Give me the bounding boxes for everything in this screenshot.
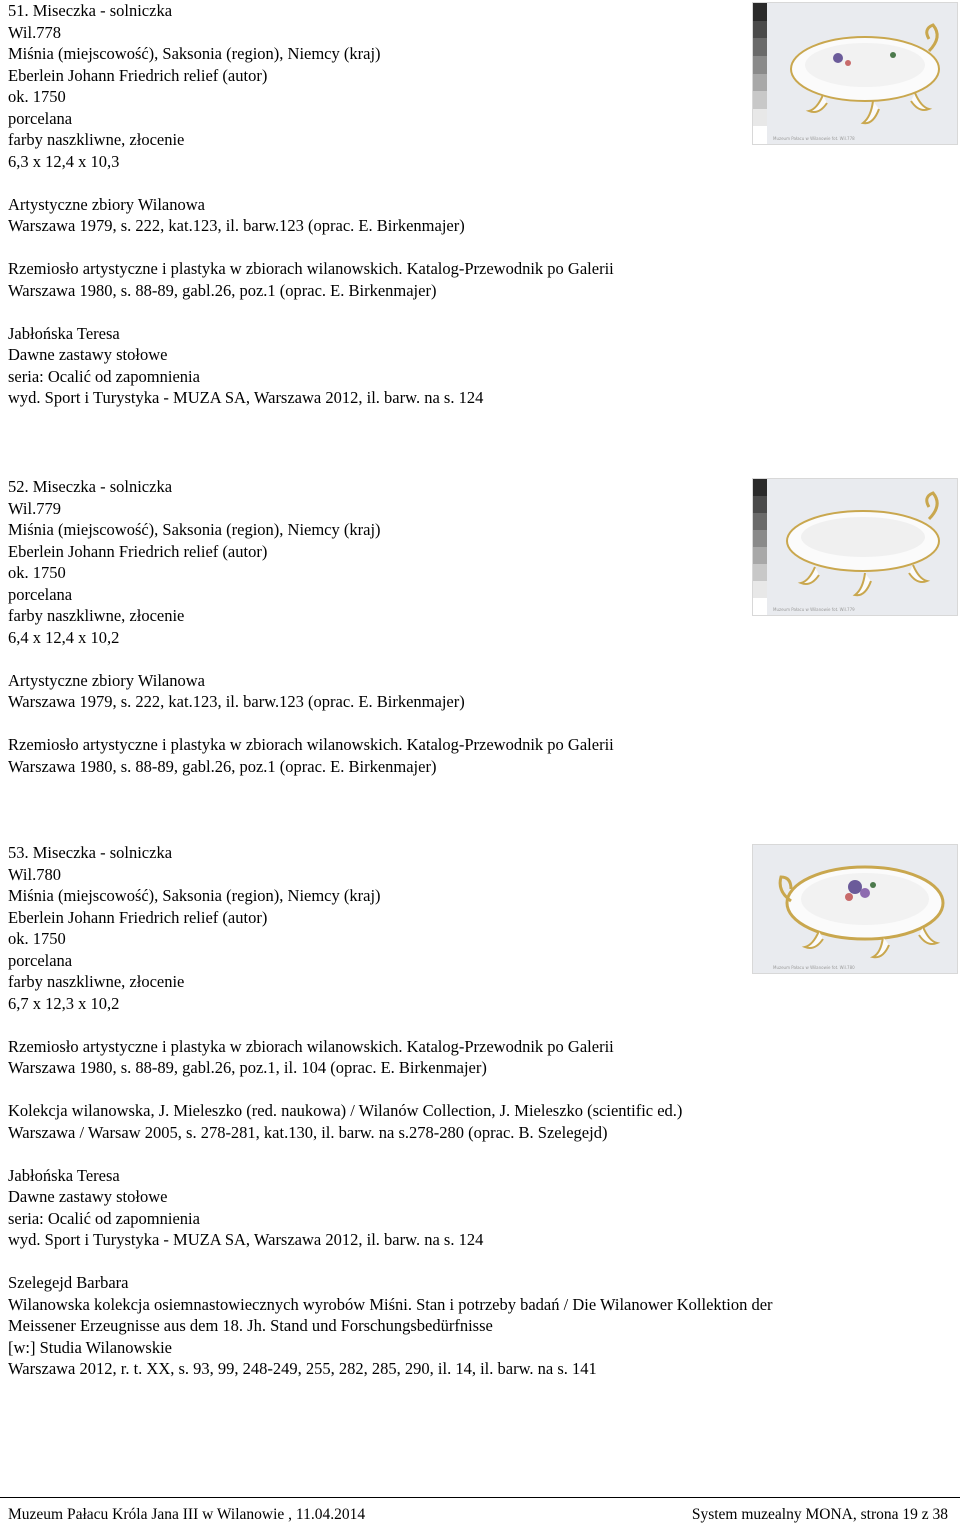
bibliography-line: Dawne zastawy stołowe [8,1187,168,1206]
material: porcelana [8,108,73,128]
bibliography-line: Dawne zastawy stołowe [8,345,168,364]
bibliography-line: [w:] Studia Wilanowskie [8,1337,173,1357]
bibliography-line: Artystyczne zbiory Wilanowa [8,670,205,690]
bibliography-line: Artystyczne zbiory Wilanowa [8,194,205,214]
bibliography-line: Meissener Erzeugnisse aus dem 18. Jh. Stand und Forschungsbedürfnisse [8,1316,493,1335]
photo-caption: Muzeum Pałacu w Wilanowie fot. Wil.778 [773,136,855,141]
bibliography-line: Rzemiosło artystyczne i plastyka w zbiorach wilanowskich. Katalog-Przewodnik po Galerii [8,735,614,754]
photo-caption: Muzeum Pałacu w Wilanowie fot. Wil.779 [773,607,855,612]
bibliography-line: seria: Ocalić od zapomnienia [8,1208,200,1228]
page-footer [0,1497,960,1523]
date: ok. 1750 [8,87,66,106]
footer-page-number: System muzealny MONA, strona 19 z 38 [691,1506,948,1523]
technique: farby naszkliwne, złocenie [8,972,185,991]
place-of-origin: Miśnia (miejscowość), Saksonia (region), Niemcy (kraj) [8,520,381,539]
object-photo-wil779 [752,478,958,616]
photo-caption: Muzeum Pałacu w Wilanowie fot. Wil.780 [773,965,855,970]
author: Eberlein Johann Friedrich relief (autor) [8,65,268,85]
material: porcelana [8,584,73,604]
bibliography-line: Warszawa 1980, s. 88-89, gabl.26, poz.1 (oprac. E. Birkenmajer) [8,280,437,300]
date: ok. 1750 [8,929,66,948]
entry-title: 53. Miseczka - solniczka [8,843,173,862]
object-photo-wil780 [752,844,958,974]
bibliography-line: Warszawa 2012, r. t. XX, s. 93, 99, 248-249, 255, 282, 285, 290, il. 14, il. barw. na s. 141 [8,1359,597,1378]
author: Eberlein Johann Friedrich relief (autor) [8,541,268,561]
material: porcelana [8,950,73,970]
entry-title: 51. Miseczka - solniczka [8,1,173,20]
inventory-number: Wil.778 [8,22,61,42]
author: Eberlein Johann Friedrich relief (autor) [8,907,268,927]
technique: farby naszkliwne, złocenie [8,130,185,149]
place-of-origin: Miśnia (miejscowość), Saksonia (region), Niemcy (kraj) [8,44,381,63]
bibliography-line: wyd. Sport i Turystyka - MUZA SA, Warszawa 2012, il. barw. na s. 124 [8,1230,484,1249]
bibliography-line: Jabłońska Teresa [8,1165,120,1185]
dimensions: 6,3 x 12,4 x 10,3 [8,151,120,171]
date: ok. 1750 [8,563,66,582]
object-photo-wil778 [752,2,958,145]
bibliography-line: Warszawa 1980, s. 88-89, gabl.26, poz.1 (oprac. E. Birkenmajer) [8,756,437,776]
bibliography-line: Warszawa 1979, s. 222, kat.123, il. barw.123 (oprac. E. Birkenmajer) [8,216,465,235]
bibliography-line: Jabłońska Teresa [8,323,120,343]
bibliography-line: Szelegejd Barbara [8,1273,129,1292]
place-of-origin: Miśnia (miejscowość), Saksonia (region), Niemcy (kraj) [8,886,381,905]
bibliography-line: seria: Ocalić od zapomnienia [8,366,200,386]
catalog-entry-52 [8,476,738,777]
inventory-number: Wil.780 [8,864,61,884]
technique: farby naszkliwne, złocenie [8,606,185,625]
bibliography-line: Warszawa / Warsaw 2005, s. 278-281, kat.130, il. barw. na s.278-280 (oprac. B. Szelegejd) [8,1122,608,1142]
catalog-entry-51 [8,0,738,409]
inventory-number: Wil.779 [8,498,61,518]
salt-cellar-dish-image [753,479,958,616]
salt-cellar-dish-image [753,845,958,974]
bibliography-line: wyd. Sport i Turystyka - MUZA SA, Warszawa 2012, il. barw. na s. 124 [8,388,484,407]
dimensions: 6,7 x 12,3 x 10,2 [8,993,120,1013]
dimensions: 6,4 x 12,4 x 10,2 [8,627,120,647]
bibliography-line: Warszawa 1980, s. 88-89, gabl.26, poz.1, il. 104 (oprac. E. Birkenmajer) [8,1058,487,1077]
entry-title: 52. Miseczka - solniczka [8,477,173,496]
bibliography-line: Wilanowska kolekcja osiemnastowiecznych wyrobów Miśni. Stan i potrzeby badań / Die Wilanower Kollektion der [8,1294,773,1314]
footer-museum-date: Muzeum Pałacu Króla Jana III w Wilanowie , 11.04.2014 [8,1506,366,1523]
bibliography-line: Rzemiosło artystyczne i plastyka w zbiorach wilanowskich. Katalog-Przewodnik po Galerii [8,1036,614,1056]
bibliography-line: Rzemiosło artystyczne i plastyka w zbiorach wilanowskich. Katalog-Przewodnik po Galerii [8,259,614,278]
salt-cellar-dish-image [753,3,958,145]
bibliography-line: Kolekcja wilanowska, J. Mieleszko (red. naukowa) / Wilanów Collection, J. Mieleszko (scientific ed.) [8,1101,683,1120]
bibliography-line: Warszawa 1979, s. 222, kat.123, il. barw.123 (oprac. E. Birkenmajer) [8,692,465,711]
